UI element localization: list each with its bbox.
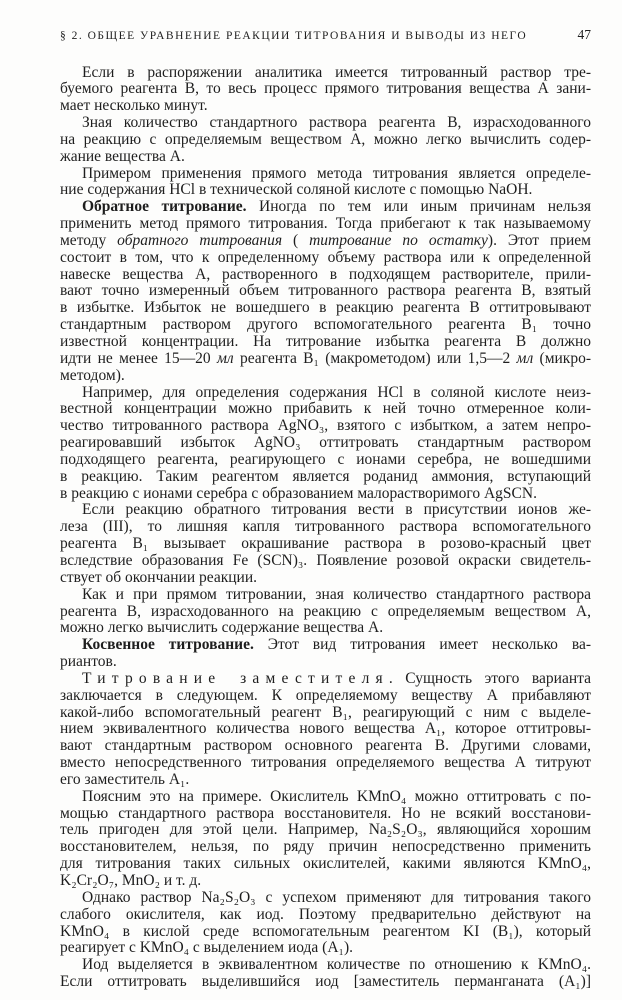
text-line	[60, 721, 591, 738]
text-run: K₂Cr₂O₇, MnO₂ и т. д.	[60, 872, 202, 889]
italic-term: обратного титрования	[117, 231, 283, 249]
text-line	[60, 486, 591, 503]
text-run: его заместитель А₁.	[60, 770, 190, 788]
main-text	[60, 65, 591, 991]
run-in-heading: Косвенное титрование.	[82, 636, 254, 654]
paragraph	[60, 199, 591, 384]
text-run: вследствие образования Fe (SCN)₃. Появление розовой окраски свидетель-	[60, 551, 591, 569]
text-run: тель пригоден для этой цели. Например, Na₂S₂O₃, являющийся хорошим	[60, 821, 591, 839]
paragraph	[60, 502, 591, 586]
text-run: вместо непосредственного титрования определяемого вещества А титруют	[60, 754, 591, 772]
text-line	[60, 671, 591, 688]
text-run: (микро-	[533, 349, 591, 367]
text-line	[60, 604, 591, 621]
text-run: KMnO₄ в кислой среде вспомогательным реагентом KI (В₁), который	[60, 922, 591, 940]
paragraph	[60, 587, 591, 638]
text-run: (	[282, 231, 310, 249]
text-line	[60, 924, 591, 941]
text-run: Этот вид титрования имеет несколько ва-	[253, 636, 592, 654]
italic-term: мл	[516, 349, 534, 367]
text-line	[60, 957, 591, 974]
text-line	[60, 940, 591, 957]
text-run: Поясним это на примере. Окислитель KMnO₄ можно оттитровать с по-	[82, 787, 591, 805]
text-line	[60, 267, 591, 284]
text-run: стандартным раствором другого вспомогательного реагента В₁ точно	[60, 316, 591, 334]
text-run: реагента В, израсходованного на реакцию с определяемым веществом А,	[60, 602, 591, 620]
text-run: вают точно измеренный объем титрованного раствора реагента В, взятый	[60, 282, 591, 300]
text-line	[60, 907, 591, 924]
text-line	[60, 81, 591, 98]
page-number: 47	[577, 27, 591, 42]
text-run: навеске вещества А, растворенного в подходящем растворителе, прили-	[60, 265, 591, 283]
text-run: ние содержания HCl в технической соляной кислоте с помощью NaOH.	[60, 181, 533, 199]
text-line	[60, 789, 591, 806]
text-line	[60, 166, 591, 183]
text-run: Зная количество стандартного раствора реагента В, израсходованного	[82, 114, 591, 132]
text-line	[60, 418, 591, 435]
paragraph	[60, 671, 591, 789]
italic-term: мл	[217, 349, 234, 367]
text-run: нием эквивалентного количества нового вещества А₁, которое оттитровы-	[60, 720, 591, 738]
text-run: в реакцию с ионами серебра с образованием малорастворимого AgSCN.	[60, 484, 537, 502]
text-run: в избытке. Избыток не вошедшего в реакцию реагента В оттитровывают	[60, 299, 591, 317]
text-line	[60, 688, 591, 705]
text-line	[60, 317, 591, 334]
text-run: какой-либо вспомогательный реагент В₁, реагирующий с ним с выделе-	[60, 703, 591, 721]
text-run: чество титрованного раствора AgNO₃, взятого с избытком, а затем непро-	[60, 417, 591, 435]
text-line	[60, 873, 591, 890]
paragraph	[60, 115, 591, 166]
text-run: можно легко вычислить содержание вещества А.	[60, 619, 384, 637]
text-line	[60, 519, 591, 536]
text-line	[60, 738, 591, 755]
text-line	[60, 182, 591, 199]
text-line	[60, 216, 591, 233]
running-header	[60, 27, 591, 44]
text-line	[60, 705, 591, 722]
text-line	[60, 469, 591, 486]
text-run: Если в распоряжении аналитика имеется титрованный раствор тре-	[82, 63, 591, 81]
paragraph	[60, 957, 591, 991]
text-line	[60, 401, 591, 418]
text-line	[60, 890, 591, 907]
text-run: Иногда по тем или иным причинам нельзя	[246, 198, 591, 216]
spaced-term: Титрование заместителя	[82, 669, 389, 687]
text-line	[60, 283, 591, 300]
text-line	[60, 502, 591, 519]
text-line	[60, 233, 591, 250]
section-title: § 2. ОБЩЕЕ УРАВНЕНИЕ РЕАКЦИИ ТИТРОВАНИЯ И ВЫВОДЫ ИЗ НЕГО	[60, 30, 528, 42]
text-line	[60, 822, 591, 839]
text-line	[60, 806, 591, 823]
text-line	[60, 334, 591, 351]
text-run: ). Этот прием	[487, 231, 591, 249]
text-run: реагировавший избыток AgNO₃ оттитровать стандартным раствором	[60, 434, 591, 452]
text-run: риантов.	[60, 653, 117, 671]
text-line	[60, 300, 591, 317]
text-run: подходящего реагента, реагирующего с ионами серебра, не вошедшими	[60, 450, 591, 468]
text-line	[60, 385, 591, 402]
text-line	[60, 755, 591, 772]
text-run: Например, для определения содержания HCl в соляной кислоте неиз-	[82, 383, 591, 401]
text-run: Если оттитровать выделившийся иод [заместитель перманганата (А₁)]	[60, 973, 591, 991]
italic-term: титрование по остатку	[309, 231, 488, 249]
text-run: методу	[60, 231, 118, 249]
text-line	[60, 98, 591, 115]
text-run: ствует об окончании реакции.	[60, 568, 257, 586]
text-run: мощью стандартного раствора восстановителя. Но не всякий восстанови-	[60, 804, 591, 822]
text-line	[60, 856, 591, 873]
text-line	[60, 974, 591, 991]
text-line	[60, 772, 591, 789]
text-run: буемого реагента В, то весь процесс прямого титрования вещества А зани-	[60, 80, 591, 98]
text-line	[60, 435, 591, 452]
text-run: состоит в том, что к определенному объему раствора или к определенной	[60, 248, 591, 266]
text-line	[60, 637, 591, 654]
text-run: жание вещества А.	[60, 147, 185, 165]
text-run: вестной концентрации можно прибавить к ней точно отмеренное коли-	[60, 400, 591, 418]
text-line	[60, 115, 591, 132]
text-run: вают стандартным раствором основного реагента В. Другими словами,	[60, 737, 591, 755]
text-line	[60, 65, 591, 82]
paragraph	[60, 65, 591, 116]
text-run: методом).	[60, 366, 125, 384]
text-line	[60, 368, 591, 385]
text-run: на реакцию с определяемым веществом А, можно легко вычислить содер-	[60, 130, 591, 148]
text-line	[60, 351, 591, 368]
text-run: реагирует с KMnO₄ с выделением иода (А₁).	[60, 939, 353, 957]
text-run: Примером применения прямого метода титрования является определе-	[82, 164, 591, 182]
paragraph	[60, 789, 591, 890]
paragraph	[60, 385, 591, 503]
text-run: Иод выделяется в эквивалентном количестве по отношению к KMnO₄.	[82, 956, 591, 974]
text-run: для титрования таких сильных окислителей, какими являются KMnO₄,	[60, 855, 591, 873]
text-line	[60, 654, 591, 671]
text-run: леза (III), то лишняя капля титрованного раствора вспомогательного	[60, 518, 591, 536]
text-run: Если реакцию обратного титрования вести в присутствии ионов же-	[82, 501, 591, 519]
paragraph	[60, 637, 591, 671]
text-run: Как и при прямом титровании, зная количество стандартного раствора	[82, 585, 591, 603]
text-run: применить метод прямого титрования. Тогда прибегают к так называемому	[60, 215, 591, 233]
text-line	[60, 839, 591, 856]
text-line	[60, 132, 591, 149]
text-line	[60, 570, 591, 587]
text-run: идти не менее 15—20	[60, 349, 217, 367]
run-in-heading: Обратное титрование.	[82, 198, 247, 216]
text-line	[60, 452, 591, 469]
text-run: слабого окислителя, как иод. Поэтому предварительно действуют на	[60, 905, 591, 923]
text-run: заключается в следующем. К определяемому веществу А прибавляют	[60, 686, 591, 704]
paragraph	[60, 166, 591, 200]
text-run: восстановителем, нельзя, по ряду причин непосредственно применить	[60, 838, 591, 856]
text-run: Однако раствор Na₂S₂O₃ с успехом применяют для титрования такого	[82, 888, 591, 906]
paragraph	[60, 890, 591, 957]
text-line	[60, 149, 591, 166]
text-run: в реакцию. Таким реагентом является роданид аммония, вступающий	[60, 467, 591, 485]
text-line	[60, 553, 591, 570]
text-line	[60, 536, 591, 553]
text-line	[60, 250, 591, 267]
text-run: известной концентрации. На титрование избытка реагента В должно	[60, 333, 591, 350]
text-run: реагента В₁ вызывает окрашивание раствора в розово-красный цвет	[60, 535, 591, 553]
text-line	[60, 199, 591, 216]
text-line	[60, 620, 591, 637]
text-run: реагента В₁ (макрометодом) или 1,5—2	[233, 349, 517, 367]
text-run: . Сущность этого варианта	[388, 669, 591, 687]
text-run: мает несколько минут.	[60, 97, 208, 115]
text-line	[60, 587, 591, 604]
